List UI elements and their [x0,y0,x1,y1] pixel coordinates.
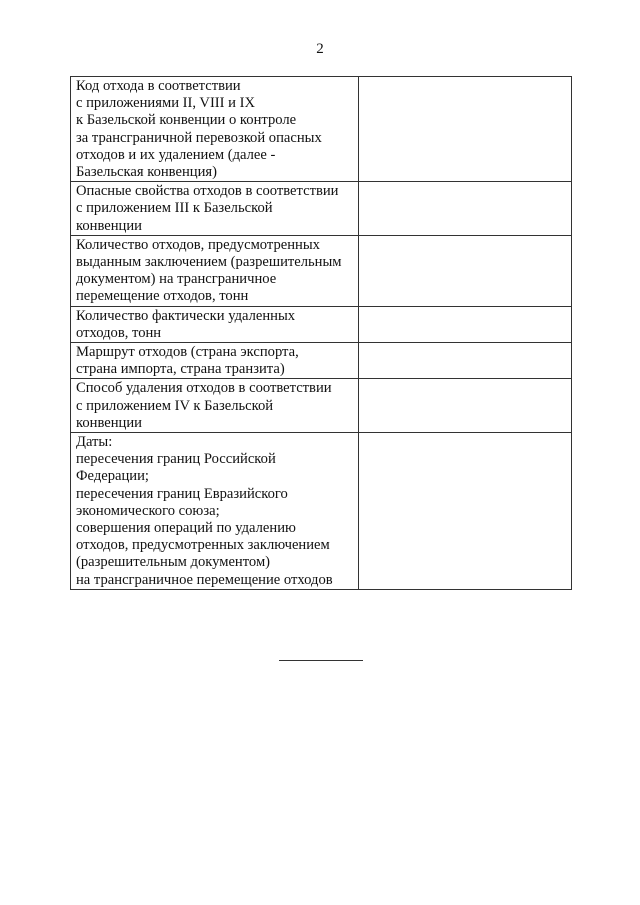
row-label-route: Маршрут отходов (страна экспорта, страна импорта, страна транзита) [71,343,359,379]
waste-info-table [70,76,572,590]
table-row-route [71,343,572,379]
end-of-document-rule [279,660,363,661]
row-value-disposal-method [359,379,572,433]
row-label-permitted-quantity: Количество отходов, предусмотренных выданным заключением (разрешительным документом) на трансграничное перемещение отходов, тонн [71,235,359,306]
row-value-hazard-properties [359,182,572,236]
row-label-hazard-properties: Опасные свойства отходов в соответствии с приложением III к Базельской конвенции [71,182,359,236]
row-value-dates [359,433,572,590]
row-value-actual-quantity [359,306,572,342]
row-value-waste-code [359,77,572,182]
row-label-disposal-method: Способ удаления отходов в соответствии с приложением IV к Базельской конвенции [71,379,359,433]
row-value-route [359,343,572,379]
row-label-actual-quantity: Количество фактически удаленных отходов, тонн [71,306,359,342]
table-row-disposal-method [71,379,572,433]
table-row-dates [71,433,572,590]
table-row-waste-code [71,77,572,182]
page-number: 2 [316,41,324,57]
table-row-permitted-quantity [71,235,572,306]
table-row-actual-quantity [71,306,572,342]
table-row-hazard-properties [71,182,572,236]
row-value-permitted-quantity [359,235,572,306]
row-label-waste-code: Код отхода в соответствии с приложениями II, VIII и IX к Базельской конвенции о контроле за трансграничной перевозкой опасных отходов и их удалением (далее - Базельская конвенция) [71,77,359,182]
row-label-dates: Даты: пересечения границ Российской Федерации; пересечения границ Евразийского экономического союза; совершения операций по удалению отходов, предусмотренных заключением (разрешительным документом) на трансграничное перемещение отходов [71,433,359,590]
